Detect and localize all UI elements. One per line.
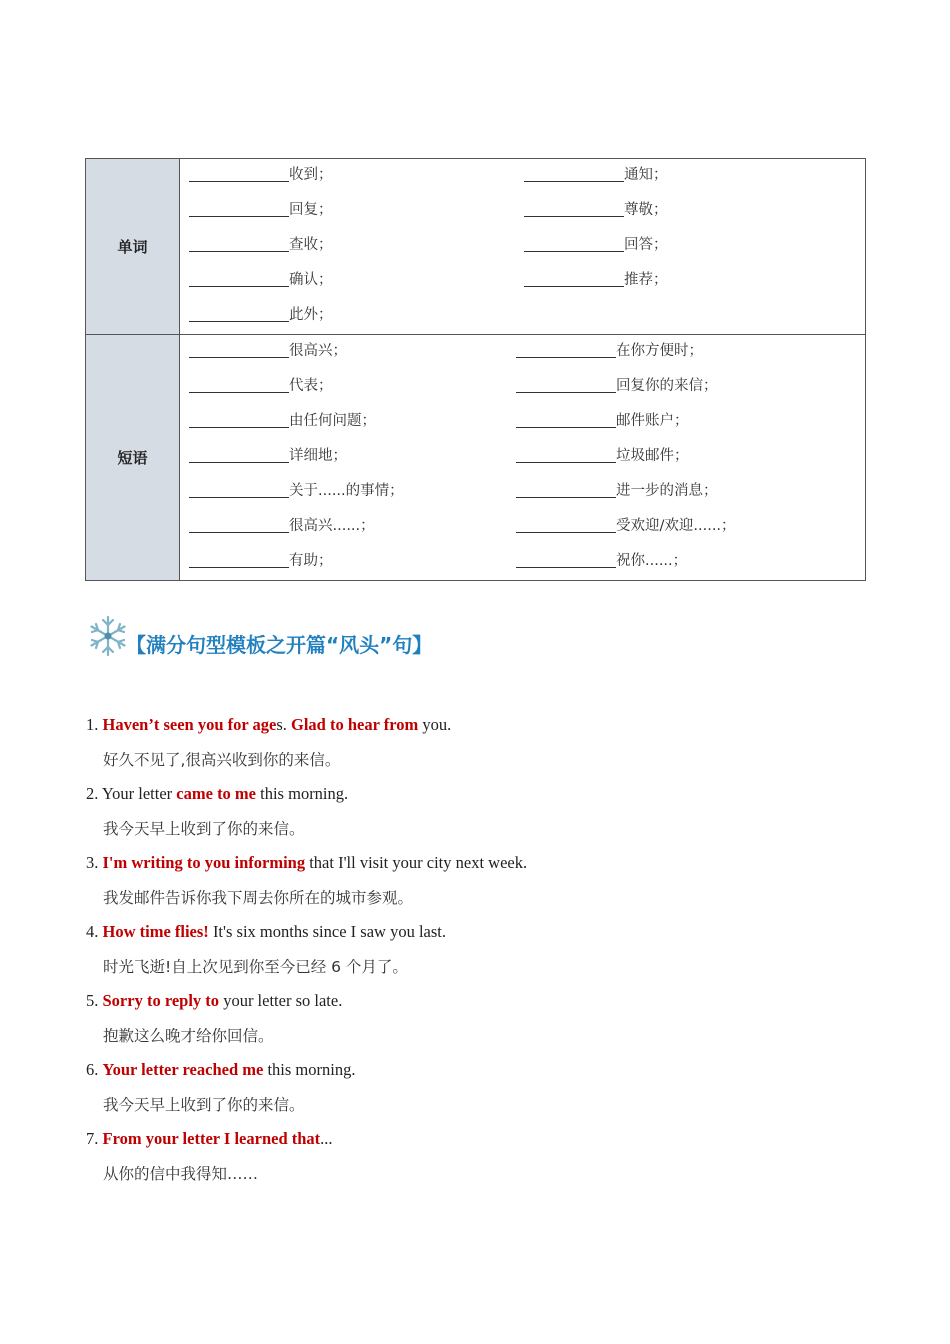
phrases-meaning: 很高兴；	[289, 343, 347, 359]
section-heading	[86, 614, 432, 658]
phrases-meaning: 垃圾邮件；	[616, 448, 689, 464]
phrases-meaning: 祝你......；	[616, 553, 688, 569]
answer-blank[interactable]	[516, 481, 616, 498]
answer-blank[interactable]	[189, 446, 289, 463]
snowflake-icon	[86, 614, 130, 658]
phrases-meaning: 受欢迎/欢迎......；	[616, 518, 736, 534]
key-phrase: I'm writing to you informing	[102, 853, 306, 872]
phrases-row	[180, 405, 865, 440]
sentence-translation: 从你的信中我得知……	[103, 1165, 259, 1183]
answer-blank[interactable]	[189, 341, 289, 358]
answer-blank[interactable]	[524, 235, 624, 252]
answer-blank[interactable]	[516, 446, 616, 463]
phrases-meaning: 回复你的来信；	[616, 378, 718, 394]
words-row	[180, 229, 865, 264]
words-entry	[189, 198, 333, 219]
phrases-entry	[189, 409, 376, 430]
key-phrase: From your letter I learned that	[102, 1129, 321, 1148]
answer-blank[interactable]	[189, 270, 289, 287]
words-meaning: 查收；	[289, 237, 333, 253]
answer-blank[interactable]	[189, 165, 289, 182]
phrases-meaning: 有助；	[289, 553, 333, 569]
answer-blank[interactable]	[516, 341, 616, 358]
vocab-table	[85, 158, 866, 581]
phrases-entry	[189, 479, 404, 500]
phrases-entry	[516, 514, 736, 535]
words-entry	[189, 233, 333, 254]
answer-blank[interactable]	[189, 235, 289, 252]
phrases-meaning: 在你方便时；	[616, 343, 703, 359]
answer-blank[interactable]	[516, 551, 616, 568]
words-entry	[524, 198, 668, 219]
words-meaning: 通知；	[624, 167, 668, 183]
phrases-row	[180, 545, 865, 580]
answer-blank[interactable]	[516, 411, 616, 428]
words-entry	[524, 163, 668, 184]
phrases-label: 短语	[86, 335, 180, 580]
words-meaning: 收到；	[289, 167, 333, 183]
sentence-number: 3.	[86, 853, 99, 872]
sentence-translation: 我今天早上收到了你的来信。	[103, 1096, 305, 1114]
phrases-entry	[189, 339, 347, 360]
answer-blank[interactable]	[524, 165, 624, 182]
phrases-entry	[189, 374, 333, 395]
sentence-english	[86, 712, 886, 747]
sentence-english	[86, 850, 886, 885]
phrases-row	[180, 510, 865, 545]
sentence-number: 2.	[86, 784, 99, 803]
sentence-translation: 好久不见了,很高兴收到你的来信。	[103, 751, 341, 769]
sentence-text: this morning.	[263, 1060, 356, 1079]
sentence-list	[86, 712, 886, 1195]
answer-blank[interactable]	[189, 200, 289, 217]
answer-blank[interactable]	[189, 305, 289, 322]
phrases-entry	[516, 444, 689, 465]
key-phrase: Sorry to reply to	[102, 991, 220, 1010]
sentence-translation: 我今天早上收到了你的来信。	[103, 820, 305, 838]
sentence-text: It's six months since I saw you last.	[208, 922, 446, 941]
words-row	[180, 264, 865, 299]
phrases-meaning: 邮件账户；	[616, 413, 689, 429]
answer-blank[interactable]	[516, 516, 616, 533]
words-entry	[524, 233, 668, 254]
key-phrase: How time flies!	[102, 922, 209, 941]
words-meaning: 确认；	[289, 272, 333, 288]
sentence-english	[86, 919, 886, 954]
sentence-text: s.	[276, 715, 292, 734]
sentence-text: your letter so late.	[219, 991, 343, 1010]
phrases-entry	[189, 514, 375, 535]
key-phrase: Haven’t seen you for age	[102, 715, 277, 734]
words-row	[180, 299, 865, 334]
words-row	[180, 159, 865, 194]
sentence-english	[86, 988, 886, 1023]
sentence-number: 6.	[86, 1060, 99, 1079]
phrases-meaning: 由任何问题；	[289, 413, 376, 429]
sentence-text: Your letter	[101, 784, 177, 803]
sentence-number: 7.	[86, 1129, 99, 1148]
phrases-entry	[516, 339, 703, 360]
phrases-row	[180, 370, 865, 405]
answer-blank[interactable]	[189, 551, 289, 568]
key-phrase: Your letter reached me	[102, 1060, 264, 1079]
answer-blank[interactable]	[524, 270, 624, 287]
key-phrase: Glad to hear from	[291, 715, 419, 734]
phrases-meaning: 很高兴......；	[289, 518, 375, 534]
sentence-english	[86, 1126, 886, 1161]
phrases-body	[180, 335, 865, 580]
answer-blank[interactable]	[189, 481, 289, 498]
sentence-number: 4.	[86, 922, 99, 941]
words-entry	[524, 268, 668, 289]
phrases-entry	[516, 409, 689, 430]
words-section	[86, 159, 865, 334]
sentence-english	[86, 781, 886, 816]
words-row	[180, 194, 865, 229]
phrases-meaning: 关于......的事情；	[289, 483, 404, 499]
phrases-entry	[189, 549, 333, 570]
words-meaning: 推荐；	[624, 272, 668, 288]
sentence-text: that I'll visit your city next week.	[305, 853, 528, 872]
sentence-translation: 抱歉这么晚才给你回信。	[103, 1027, 274, 1045]
phrases-meaning: 代表；	[289, 378, 333, 394]
answer-blank[interactable]	[189, 376, 289, 393]
sentence-english	[86, 1057, 886, 1092]
phrases-entry	[189, 444, 347, 465]
phrases-entry	[516, 479, 718, 500]
phrases-meaning: 进一步的消息；	[616, 483, 718, 499]
words-label: 单词	[86, 159, 180, 334]
sentence-translation: 我发邮件告诉你我下周去你所在的城市参观。	[103, 889, 414, 907]
sentence-text: this morning.	[256, 784, 349, 803]
phrases-entry	[516, 374, 718, 395]
phrases-meaning: 详细地；	[289, 448, 347, 464]
sentence-number: 5.	[86, 991, 99, 1010]
phrases-row	[180, 335, 865, 370]
answer-blank[interactable]	[516, 376, 616, 393]
words-body	[180, 159, 865, 334]
words-meaning: 回复；	[289, 202, 333, 218]
sentence-text: ...	[320, 1129, 333, 1148]
key-phrase: came to me	[176, 784, 257, 803]
answer-blank[interactable]	[524, 200, 624, 217]
words-entry	[189, 268, 333, 289]
words-meaning: 尊敬；	[624, 202, 668, 218]
answer-blank[interactable]	[189, 411, 289, 428]
answer-blank[interactable]	[189, 516, 289, 533]
sentence-translation: 时光飞逝!自上次见到你至今已经 6 个月了。	[103, 958, 408, 976]
words-entry	[189, 163, 333, 184]
words-entry	[189, 303, 333, 324]
words-meaning: 回答；	[624, 237, 668, 253]
phrases-row	[180, 440, 865, 475]
phrases-entry	[516, 549, 687, 570]
sentence-text: you.	[418, 715, 452, 734]
sentence-number: 1.	[86, 715, 99, 734]
phrases-section	[86, 334, 865, 580]
heading-title: 【满分句型模板之开篇“风头”句】	[126, 633, 433, 657]
phrases-row	[180, 475, 865, 510]
words-meaning: 此外；	[289, 307, 333, 323]
